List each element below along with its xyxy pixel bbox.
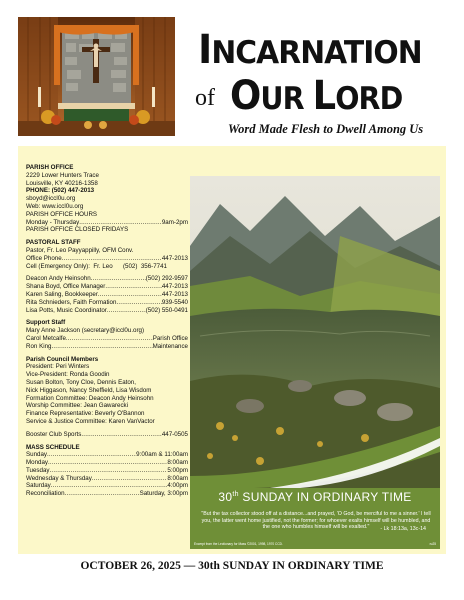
council-member-line: Vice-President: Ronda Goodin (26, 371, 110, 379)
poster-title-number: 30 (218, 490, 233, 504)
address-line-2: Louisville, KY 40216-1358 (26, 179, 98, 187)
support-staff-row-label: Ron King (26, 342, 52, 350)
booster-club-phone: 447-0505 (161, 430, 188, 438)
footer-sunday: 30th SUNDAY IN ORDINARY TIME (198, 560, 384, 572)
council-member-line: Nick Higgason, Nancy Sheffield, Lisa Wisdom (26, 386, 152, 394)
footer-date: OCTOBER 26, 2025 (80, 560, 181, 572)
website-link[interactable]: Web: www.iccl0u.org (26, 202, 84, 210)
pastor-office-phone-value: 447-2013 (161, 254, 188, 262)
support-staff-list (26, 335, 188, 351)
staff-row-value: 939-5540 (161, 298, 188, 306)
staff-row (26, 283, 188, 291)
title-our-initial: O (230, 73, 261, 119)
staff-row (26, 275, 188, 283)
staff-row-value: 447-2013 (161, 290, 188, 298)
staff-row-label: Rita Schnieders, Faith Formation (26, 298, 117, 306)
council-member-line: Susan Bolton, Tony Cloe, Dennis Eaton, (26, 378, 136, 386)
poster-scripture-quote: "But the tax collector stood off at a distance...and prayed, 'O God, be merciful to me a sinner.' I tell you, the latter went home justified, not the former; for whoever exalts himself will be humbled, and the one who humbles himself will be exalted." (201, 511, 431, 531)
pastoral-staff-heading: PASTORAL STAFF (26, 239, 81, 247)
mountain-lake-image (190, 176, 440, 488)
mass-time-row (26, 459, 188, 467)
staff-row-value: (502) 292-9597 (145, 275, 188, 283)
staff-row-label: Lisa Potts, Music Coordinator (26, 306, 107, 314)
title-incarnation-initial: I (198, 27, 212, 73)
office-hours-row (26, 219, 188, 227)
support-staff-heading: Support Staff (26, 319, 66, 327)
parish-office-heading: PARISH OFFICE (26, 164, 74, 171)
title-incarnation-rest: NCARNATION (211, 35, 422, 71)
council-member-line: Formation Committee: Deacon Andy Heinsohn (26, 394, 154, 402)
support-staff-row (26, 343, 188, 351)
address-line-1: 2229 Lower Hunters Trace (26, 171, 99, 179)
office-hours-days: Monday - Thursday (26, 218, 80, 226)
council-member-line: Finance Representative: Beverly O'Bannon (26, 410, 145, 418)
staff-row (26, 291, 188, 299)
parish-info-column (26, 164, 188, 498)
title-our-lord (230, 73, 403, 119)
office-closed-note: PARISH OFFICE CLOSED FRIDAYS (26, 226, 129, 234)
title-incarnation (198, 27, 422, 73)
poster-code: ru25 (429, 542, 436, 546)
mass-time-row (26, 451, 188, 459)
support-staff-row-value: Maintenance (152, 342, 188, 350)
mass-time-row (26, 482, 188, 490)
office-email[interactable]: sboyd@iccl0u.org (26, 195, 76, 203)
staff-list (26, 275, 188, 314)
mass-schedule-heading: MASS SCHEDULE (26, 443, 80, 451)
pastor-office-phone-row (26, 255, 188, 263)
support-staff-secretary: Mary Anne Jackson (secretary@iccl0u.org) (26, 327, 145, 335)
office-hours-heading: PARISH OFFICE HOURS (26, 210, 98, 218)
office-hours-time: 9am-2pm (161, 218, 188, 226)
mass-time-row-label: Monday (26, 459, 49, 467)
pastor-office-phone-label: Office Phone (26, 254, 62, 262)
poster-title-text: SUNDAY IN ORDINARY TIME (238, 490, 412, 504)
bulletin-title (190, 20, 452, 140)
poster-title (190, 490, 440, 504)
staff-row (26, 299, 188, 307)
parish-council-list (26, 363, 188, 425)
support-staff-row-value: Parish Office (152, 334, 188, 342)
title-lord-rest: ORD (335, 81, 403, 117)
mass-time-row-label: Sunday (26, 451, 47, 459)
mass-time-row-value: Saturday, 3:00pm (139, 490, 188, 498)
church-sanctuary-photo (18, 17, 175, 136)
poster-fine-print (194, 542, 436, 546)
mass-time-row-value: 9:00am & 11:00am (136, 451, 188, 459)
booster-club-row (26, 431, 188, 439)
title-our-rest: UR (260, 81, 313, 117)
poster-copyright: Excerpt from the Lectionary for Mass ©2001, 1998, 1970 CCD. (194, 542, 283, 546)
mass-time-row (26, 490, 188, 498)
footer-dash: — (183, 560, 196, 572)
parish-council-heading: Parish Council Members (26, 355, 99, 363)
mass-time-row-label: Tuesday (26, 466, 50, 474)
support-staff-row-label: Carol Metcalfe (26, 334, 66, 342)
mass-time-row-label: Reconciliation (26, 490, 65, 498)
staff-row-label: Karen Saling, Bookkeeper (26, 290, 98, 298)
council-member-line: Worship Committee: Jean Gawarecki (26, 402, 129, 410)
poster-text-panel (190, 488, 440, 549)
staff-row-label: Shana Boyd, Office Manager (26, 283, 106, 291)
office-phone-number: PHONE: (502) 447-2013 (26, 187, 95, 195)
mass-time-row-value: 5:00pm (167, 466, 188, 474)
council-member-line: Service & Justice Committee: Karen VanVactor (26, 417, 155, 425)
staff-row-value: (502) 550-0491 (145, 306, 188, 314)
mass-time-row (26, 475, 188, 483)
bulletin-subtitle: Word Made Flesh to Dwell Among Us (228, 122, 424, 136)
mass-time-row-label: Wednesday & Thursday (26, 474, 92, 482)
mass-time-row (26, 467, 188, 475)
support-staff-row (26, 335, 188, 343)
poster-scripture-reference: - Lk 18:13a, 13c-14 (380, 526, 426, 532)
title-of: of (195, 85, 215, 111)
pastor-cell-phone: Cell (Emergency Only): Fr. Leo (502) 356-7741 (26, 262, 167, 270)
staff-row-label: Deacon Andy Heinsohn (26, 275, 91, 283)
staff-row-value: 447-2013 (161, 283, 188, 291)
sunday-poster (190, 176, 440, 549)
council-member-line: President: Peri Winters (26, 363, 90, 371)
booster-club-label: Booster Club Sports (26, 430, 82, 438)
mass-time-row-value: 4:00pm (167, 482, 188, 490)
title-lord-initial: L (312, 73, 336, 119)
mass-time-row-value: 8:00am (167, 459, 188, 467)
mass-time-row-label: Saturday (26, 482, 51, 490)
poster-title-suffix: th (232, 491, 239, 498)
staff-row (26, 307, 188, 315)
mass-schedule-list (26, 451, 188, 498)
bulletin-date-footer (18, 560, 446, 572)
mass-time-row-value: 8:00am (167, 474, 188, 482)
pastor-name: Pastor, Fr. Leo Payyappilly, OFM Conv. (26, 246, 134, 254)
